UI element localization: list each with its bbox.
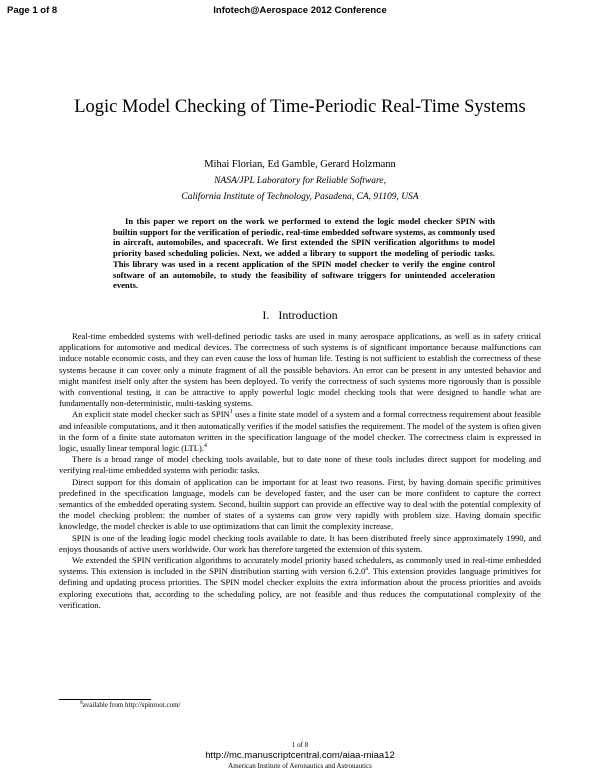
paragraph [59, 409, 541, 454]
footnote-rule [59, 699, 151, 700]
paragraph: Direct support for this domain of application can be important for at least two reasons. First, by having domain specific primitives predefined in the specification language, models can be developed faster, and the user can be more confident to capture the correct semantics of the embedded operating system. Second, builtin support can provide an effective way to deal with the potential complexity of the model checking problem: the number of states of a systems can grow very rapidly with problem size. Having domain specific knowledge, the model checker is able to use optimizations that can limit the complexity increase. [59, 476, 541, 532]
footnote-mark: a [80, 699, 83, 706]
section-title: Introduction [278, 308, 338, 322]
paragraph [59, 555, 541, 611]
manuscript-url[interactable]: http://mc.manuscriptcentral.com/aiaa-miaa12 [205, 750, 395, 761]
paragraph-text: uses a finite state model of a system and a formal correctness requirement about feasible and infeasible computations, and it then automatically verifies if the model satisfies the requirement. The model of the system is often given in the form of a finite state automaton written in the specification language of the model checker. The correctness claim is expressed in logic, usually linear temporal logic (LTL). [59, 409, 541, 454]
affiliation: NASA/JPL Laboratory for Reliable Software, [214, 176, 386, 186]
page-number: 1 of 8 [291, 741, 309, 749]
abstract: In this paper we report on the work we performed to extend the logic model checker SPIN with builtin support for the verification of periodic, real-time embedded software systems, as commonly used in aircraft, automobiles, and spacecraft. We first extended the SPIN verification algorithms to model priority based scheduling policies. Next, we added a library to support the modeling of periodic tasks. This library was used in a recent application of the SPIN model checker to verify the engine control software of an automobile, to study the feasibility of software triggers for unintended acceleration events. [113, 216, 495, 291]
page-label: Page 1 of 8 [7, 5, 58, 16]
paragraph-text: . This extension provides language primitives for defining and updating process priorities. The SPIN model checker exploits the extra information about the process priorities and avoids exploring executions that, according to the scheduling policy, are not feasible and thus reduces the computational complexity of the verification. [59, 566, 541, 610]
paragraph: SPIN is one of the leading logic model checking tools available to date. It has been distributed freely since approximately 1990, and enjoys thousands of active users worldwide. Our work has therefore targeted the extension of this system. [59, 532, 541, 554]
conference-name: Infotech@Aerospace 2012 Conference [213, 5, 387, 16]
footnote-mark: a [365, 566, 368, 573]
footnote [80, 701, 180, 709]
paragraph: Real-time embedded systems with well-defined periodic tasks are used in many aerospace applications, as well as in safety critical applications for automotive and medical devices. The correctness of such systems is of significant importance because malfunctions can induce notable economic costs, and they can even cause the loss of human life. Testing is not sufficient to establish the correctness of these systems because it can cover only a minute fragment of all the possible behaviors. An error can be present in any untested behavior and might manifest itself only after the system has been deployed. To verify the correctness of such systems more rigorously than is possible with conventional testing, it can be attractive to apply powerful logic model checking tools that were designed to handle what are fundamentally non-deterministic, multi-tasking systems. [59, 331, 541, 409]
section-number: I. [262, 308, 270, 322]
footnote-text: available from http://spinroot.com/ [82, 701, 181, 709]
author-list: Mihai Florian, Ed Gamble, Gerard Holzmann [204, 159, 396, 170]
paragraph: There is a broad range of model checking tools available, but to date none of these tools includes direct support for modeling and verifying real-time embedded systems with periodic tasks. [59, 454, 541, 476]
body-text [59, 331, 541, 611]
paper-title: Logic Model Checking of Time-Periodic Real-Time Systems [74, 97, 526, 117]
paragraph-text: We extended the SPIN verification algorithms to accurately model priority based schedulers, as commonly used in real-time embedded systems. This extension is included in the SPIN distribution starting with version 6.2.0 [59, 555, 541, 577]
citation-mark: 4 [204, 443, 208, 450]
institution: California Institute of Technology, Pasadena, CA, 91109, USA [181, 192, 419, 202]
section-heading [0, 308, 600, 323]
citation-mark: 1 [229, 409, 233, 416]
paragraph-text: An explicit state model checker such as SPIN [72, 409, 230, 420]
publisher: American Institute of Aeronautics and Astronautics [228, 762, 372, 770]
